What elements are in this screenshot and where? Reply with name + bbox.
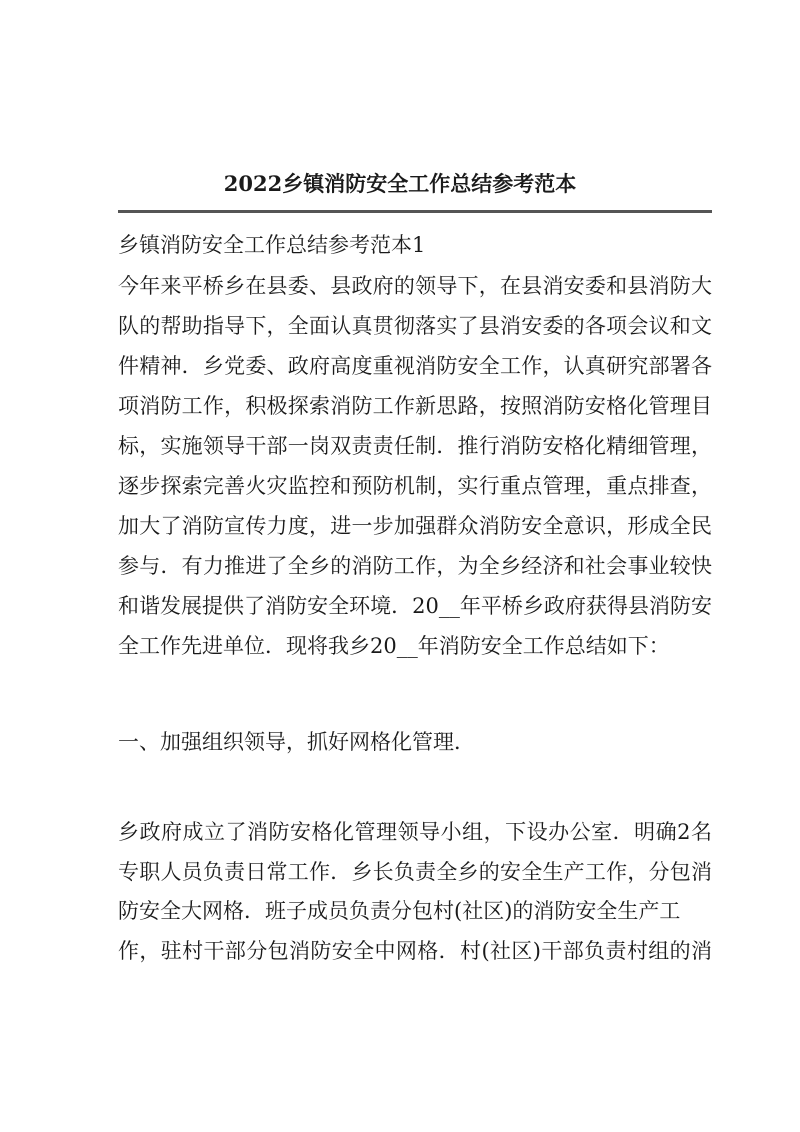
paragraph-line: 加大了消防宣传力度，进一步加强群众消防安全意识，形成全民 xyxy=(118,514,712,538)
document-title: 2022乡镇消防安全工作总结参考范本 xyxy=(223,171,577,196)
paragraph-line: 逐步探索完善火灾监控和预防机制，实行重点管理，重点排查， xyxy=(118,474,712,498)
paragraph-line: 参与．有力推进了全乡的消防工作，为全乡经济和社会事业较快 xyxy=(118,554,712,578)
paragraph-line: 专职人员负责日常工作．乡长负责全乡的安全生产工作，分包消 xyxy=(118,860,712,884)
paragraph-line: 防安全大网格．班子成员负责分包村(社区)的消防安全生产工 xyxy=(118,899,681,923)
paragraph-line: 标，实施领导干部一岗双责责任制．推行消防安格化精细管理， xyxy=(118,434,712,458)
section-heading: 一、加强组织领导，抓好网格化管理． xyxy=(118,730,475,754)
paragraph-line: 件精神．乡党委、政府高度重视消防安全工作，认真研究部署各 xyxy=(118,354,712,378)
title-divider xyxy=(118,210,712,213)
paragraph-line: 项消防工作，积极探索消防工作新思路，按照消防安格化管理目 xyxy=(118,394,712,418)
paragraph-line: 和谐发展提供了消防安全环境．20__年平桥乡政府获得县消防安 xyxy=(118,594,712,618)
paragraph-line: 全工作先进单位．现将我乡20__年消防安全工作总结如下： xyxy=(118,634,670,658)
paragraph-line: 队的帮助指导下，全面认真贯彻落实了县消安委的各项会议和文 xyxy=(118,314,712,338)
subheading: 乡镇消防安全工作总结参考范本1 xyxy=(118,233,426,257)
paragraph-line: 乡政府成立了消防安格化管理领导小组，下设办公室．明确2名 xyxy=(118,820,712,844)
paragraph-line: 今年来平桥乡在县委、县政府的领导下，在县消安委和县消防大 xyxy=(118,274,712,298)
paragraph-line: 作，驻村干部分包消防安全中网格．村(社区)干部负责村组的消 xyxy=(118,939,712,963)
